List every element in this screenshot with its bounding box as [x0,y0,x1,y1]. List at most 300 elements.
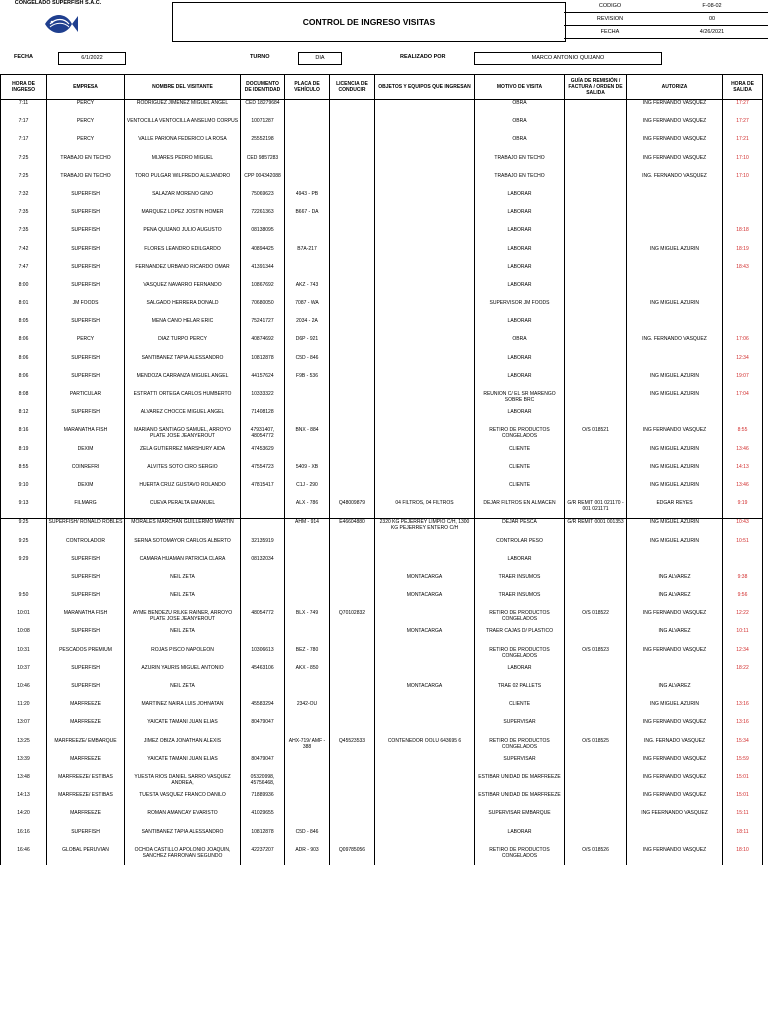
table-cell: 32135919 [241,538,285,556]
table-cell: ING MIGUEL AZURIN [627,446,723,464]
table-cell [285,538,330,556]
table-cell: SUPERFISH [47,829,125,847]
table-cell: DEXIM [47,482,125,500]
table-cell [627,355,723,373]
table-cell [375,701,475,719]
table-row [1,829,763,847]
table-cell: RETIRO DE PRODUCTOS CONGELADOS [475,738,565,756]
table-cell [375,647,475,665]
table-header-row [1,75,763,100]
table-cell: 11:20 [1,701,47,719]
table-cell: 13:07 [1,719,47,737]
table-cell: ING MIGUEL AZURIN [627,538,723,556]
table-cell: Q45523533 [330,738,375,756]
table-cell: EDGAR REYES [627,500,723,519]
table-cell: 17:10 [723,173,763,191]
table-row [1,173,763,191]
table-cell: 45463106 [241,665,285,683]
table-cell: 2034 - 2A [285,318,330,336]
table-cell: MENDOZA CARRANZA MIGUEL ANGEL [125,373,241,391]
column-header: HORA DE SALIDA [723,75,763,100]
table-cell: 72261363 [241,209,285,227]
table-cell [723,209,763,227]
table-cell: 9:13 [1,500,47,519]
table-cell: ING. FERNANDO VASQUEZ [627,336,723,354]
table-cell: SERNA SOTOMAYOR CARLOS ALBERTO [125,538,241,556]
realizado-label: REALIZADO POR [400,54,446,60]
turno-value: DIA [298,52,342,65]
table-cell: CONTROLADOR [47,538,125,556]
table-cell: MARANATHA FISH [47,610,125,628]
table-cell [375,665,475,683]
table-cell: ZELA GUTIERREZ MARSHURY AIDA [125,446,241,464]
info-row [0,52,768,66]
table-cell: MARFREEZE [47,701,125,719]
table-cell: REUNION C/ EL SR MARENGO SOBRE BRC [475,391,565,409]
table-cell: MONTACARGA [375,683,475,701]
table-cell [330,464,375,482]
table-cell: MENA CANO HELAR ERIC [125,318,241,336]
table-cell [375,719,475,737]
table-cell: PERCY [47,118,125,136]
table-cell [565,628,627,646]
table-cell [627,665,723,683]
table-cell: RETIRO DE PRODUCTOS CONGELADOS [475,847,565,865]
table-cell [330,756,375,774]
table-cell: 16:46 [1,847,47,865]
fecha-value: 6/1/2022 [58,52,126,65]
table-cell [565,556,627,574]
table-cell [627,829,723,847]
table-cell: 80479047 [241,719,285,737]
table-cell: 8:01 [1,300,47,318]
table-row [1,136,763,154]
table-row [1,628,763,646]
table-cell [285,574,330,592]
table-row [1,665,763,683]
table-cell: 10:37 [1,665,47,683]
table-cell: 8:06 [1,373,47,391]
table-cell [330,227,375,245]
table-cell: 12:34 [723,647,763,665]
table-cell: O/S 018526 [565,847,627,865]
table-cell [330,282,375,300]
table-cell: 9:10 [1,482,47,500]
column-header: OBJETOS Y EQUIPOS QUE INGRESAN [375,75,475,100]
table-cell: PESCADOS PREMIUM [47,647,125,665]
table-cell: PERCY [47,100,125,119]
table-cell [375,264,475,282]
table-cell: ING MIGUEL AZURIN [627,482,723,500]
table-cell: OBRA [475,118,565,136]
table-cell: 5409 - XB [285,464,330,482]
table-row [1,427,763,445]
table-cell: 8:00 [1,282,47,300]
table-row [1,318,763,336]
table-cell: OBRA [475,100,565,119]
table-row [1,227,763,245]
table-cell [565,701,627,719]
table-cell: TRABAJO EN TECHO [47,173,125,191]
table-row [1,446,763,464]
table-cell: 8:08 [1,391,47,409]
table-cell: 10812878 [241,829,285,847]
table-cell: 10:01 [1,610,47,628]
table-cell: LABORAR [475,409,565,427]
table-cell: BEZ - 780 [285,647,330,665]
table-cell [627,409,723,427]
table-cell [285,592,330,610]
table-cell: 40874692 [241,336,285,354]
table-cell: 18:18 [723,227,763,245]
table-cell: 8:06 [1,336,47,354]
document-title: CONTROL DE INGRESO VISITAS [302,17,436,27]
table-cell [241,683,285,701]
table-cell: O/S 018523 [565,647,627,665]
table-cell: TRAE 02 PALLETS [475,683,565,701]
table-cell: MONTACARGA [375,628,475,646]
table-cell: ING MIGUEL AZURIN [627,701,723,719]
table-cell: 15:34 [723,738,763,756]
table-cell: OBRA [475,336,565,354]
table-cell [241,592,285,610]
table-cell [330,446,375,464]
table-cell: CLIENTE [475,464,565,482]
table-cell: 14:20 [1,810,47,828]
table-cell: HUERTA CRUZ GUSTAVO ROLANDO [125,482,241,500]
table-cell: GLOBAL PERUVIAN [47,847,125,865]
table-cell: 7:25 [1,155,47,173]
company-name: CONGELADO SUPERFISH S.A.C. [14,0,102,6]
table-cell: 47453629 [241,446,285,464]
table-cell: ROMAN AMANCAY EVARISTO [125,810,241,828]
table-cell [330,355,375,373]
table-cell: ING ALVAREZ [627,683,723,701]
table-cell: ESTRATTI ORTEGA CARLOS HUMBERTO [125,391,241,409]
table-cell: 10306613 [241,647,285,665]
table-cell: 14:13 [723,464,763,482]
table-cell [330,173,375,191]
table-cell [627,191,723,209]
table-cell: SANTIBAÑEZ TAPIA ALESSANDRO [125,355,241,373]
realizado-value: MARCO ANTONIO QUIJANO [474,52,662,65]
table-cell [285,409,330,427]
table-cell: SUPERFISH [47,246,125,264]
table-cell: VALLE PARIONA FEDERICO LA ROSA [125,136,241,154]
table-cell [285,792,330,810]
table-cell: CLIENTE [475,446,565,464]
table-cell: ALVAREZ CHOCCE MIGUEL ANGEL [125,409,241,427]
column-header: PLACA DE VEHÍCULO [285,75,330,100]
table-cell: 7:17 [1,118,47,136]
table-cell: Q70102832 [330,610,375,628]
table-cell: C5D - 846 [285,829,330,847]
table-cell: 4943 - PB [285,191,330,209]
table-cell: 17:21 [723,136,763,154]
table-cell: 18:43 [723,264,763,282]
table-cell [375,118,475,136]
table-cell: LABORAR [475,191,565,209]
table-cell [375,355,475,373]
table-cell [330,246,375,264]
table-cell: 9:29 [1,556,47,574]
table-cell [565,810,627,828]
table-cell: 9:25 [1,538,47,556]
table-cell: AHX-719/ AMF - 388 [285,738,330,756]
table-cell: G/R REMIT 0001 001353 [565,519,627,538]
table-cell: O/S 018525 [565,738,627,756]
table-cell: ING FERNANDO VASQUEZ [627,719,723,737]
table-cell: PEÑA QUIJANO JULIO AUGUSTO [125,227,241,245]
table-cell: ING FERNANDO VASQUEZ [627,756,723,774]
table-cell: SUPERFISH [47,556,125,574]
table-cell [565,209,627,227]
table-cell [330,538,375,556]
table-cell [565,155,627,173]
table-cell: LABORAR [475,209,565,227]
table-cell [565,774,627,792]
table-cell: MARFREEZE/ EMBARQUE [47,738,125,756]
table-cell: 7:35 [1,227,47,245]
table-cell: LABORAR [475,282,565,300]
table-cell: CED 9857283 [241,155,285,173]
table-cell: 10071287 [241,118,285,136]
table-cell: CONTENEDOR OOLU 643695 6 [375,738,475,756]
table-cell: MIJARES PEDRO MIGUEL [125,155,241,173]
table-row [1,391,763,409]
document-header [0,0,768,42]
table-cell: AKZ - 743 [285,282,330,300]
table-cell: LABORAR [475,355,565,373]
table-cell: PARTICULAR [47,391,125,409]
table-cell [330,792,375,810]
table-row [1,264,763,282]
table-cell: 41029655 [241,810,285,828]
table-row [1,701,763,719]
table-cell: BNX - 884 [285,427,330,445]
table-row [1,683,763,701]
document-meta [564,0,768,39]
table-cell: ALX - 786 [285,500,330,519]
table-cell [375,336,475,354]
table-row [1,191,763,209]
table-cell: DEJAR PESCA [475,519,565,538]
table-cell [375,792,475,810]
table-cell: 8:55 [1,464,47,482]
table-cell: 2320 KG PEJERREY LIMPIO C/H, 1300 KG PEJERREY ENTERO C/H [375,519,475,538]
table-cell: JIMEZ OBIZA JONATHAN ALEXIS [125,738,241,756]
table-cell: 8:19 [1,446,47,464]
table-cell: 70680050 [241,300,285,318]
table-cell: E46604880 [330,519,375,538]
table-cell: 10:31 [1,647,47,665]
table-cell: 13:16 [723,701,763,719]
table-cell: 71889936 [241,792,285,810]
table-cell: 13:25 [1,738,47,756]
table-cell [330,628,375,646]
table-cell: SUPERFISH [47,282,125,300]
table-cell: 41391344 [241,264,285,282]
table-cell: TRABAJO EN TECHO [475,155,565,173]
table-cell: 18:22 [723,665,763,683]
table-cell [565,282,627,300]
table-cell [565,191,627,209]
table-cell: YAICATE TAMANI JUAN ELIAS [125,756,241,774]
table-cell: 13:46 [723,482,763,500]
table-cell [330,191,375,209]
table-cell: ING ALVAREZ [627,592,723,610]
table-cell: RETIRO DE PRODUCTOS CONGELADOS [475,647,565,665]
table-cell [241,738,285,756]
table-cell: MARFREEZE [47,810,125,828]
table-cell: SUPERVISAR [475,719,565,737]
table-cell: ING FERNANDO VASQUEZ [627,155,723,173]
table-cell: AYME BENDEZU RILKE RAINER, ARROYO PLATE JOSE JEANYEROUT [125,610,241,628]
table-cell: 15:01 [723,774,763,792]
table-cell [375,246,475,264]
table-cell: SUPERFISH [47,592,125,610]
table-cell [330,701,375,719]
table-cell [375,482,475,500]
table-cell [375,427,475,445]
table-cell: ING FERNANDO VASQUEZ [627,647,723,665]
table-cell: SUPERFISH [47,373,125,391]
table-cell: 16:16 [1,829,47,847]
fish-logo-icon [42,8,78,40]
table-cell: ING MIGUEL AZURIN [627,246,723,264]
table-cell: VASQUEZ NAVARRO FERNANDO [125,282,241,300]
table-cell: 8:12 [1,409,47,427]
table-cell: 05320998, 45756468, [241,774,285,792]
table-cell: COINREFRI [47,464,125,482]
table-cell: 8:05 [1,318,47,336]
table-cell: SUPERFISH [47,628,125,646]
table-cell: 17:04 [723,391,763,409]
table-cell [241,500,285,519]
table-cell: MARQUEZ LOPEZ JOSTIN HOMER [125,209,241,227]
table-cell [375,282,475,300]
table-cell: 75241727 [241,318,285,336]
table-cell: ING MIGUEL AZURIN [627,300,723,318]
table-cell [723,556,763,574]
table-row [1,355,763,373]
table-cell [565,683,627,701]
table-cell: 42237207 [241,847,285,865]
table-cell: 18:19 [723,246,763,264]
table-cell: ING FERNANDO VASQUEZ [627,118,723,136]
table-cell: BLX - 749 [285,610,330,628]
table-cell: 45583294 [241,701,285,719]
table-cell [285,628,330,646]
table-cell: SUPERVISAR [475,756,565,774]
table-cell: SUPERFISH [47,227,125,245]
table-cell: FILMARG [47,500,125,519]
table-cell: 18:10 [723,847,763,865]
table-cell [330,409,375,427]
meta-label: FECHA [564,26,656,39]
table-cell [723,191,763,209]
table-cell [627,227,723,245]
column-header: GUÍA DE REMISIÓN / FACTURA / ORDEN DE SALIDA [565,75,627,100]
table-cell: MARFREEZE/ ESTIBAS [47,774,125,792]
table-cell: 7:35 [1,209,47,227]
table-cell: 13:16 [723,719,763,737]
table-cell: ALVITES SOTO CIRO SERGIO [125,464,241,482]
table-cell [565,136,627,154]
table-cell: ING FERNANDO VASQUEZ [627,847,723,865]
table-cell [565,336,627,354]
table-row [1,100,763,119]
table-cell: F9B - 536 [285,373,330,391]
table-row [1,719,763,737]
table-cell [285,118,330,136]
table-cell: 08138095 [241,227,285,245]
table-cell: 13:48 [1,774,47,792]
table-cell: 47931407, 48054772 [241,427,285,445]
table-cell: ING FERNANDO VASQUEZ [627,427,723,445]
table-cell [723,300,763,318]
table-cell [565,373,627,391]
table-cell [375,227,475,245]
table-cell: SUPERVISAR EMBARQUE [475,810,565,828]
table-cell: AZURIN YAURIS MIGUEL ANTONIO [125,665,241,683]
meta-value: F-08-02 [656,0,768,13]
table-cell: 8:55 [723,427,763,445]
table-cell: FLORES LEANDRO EDILGARDO [125,246,241,264]
table-cell: 19:07 [723,373,763,391]
table-cell [565,719,627,737]
column-header: DOCUMENTO DE IDENTIDAD [241,75,285,100]
table-cell: NEIL ZETA [125,683,241,701]
table-cell: LABORAR [475,556,565,574]
table-cell [330,427,375,445]
table-cell [330,391,375,409]
table-cell: 71408128 [241,409,285,427]
table-row [1,519,763,538]
table-cell: 12:22 [723,610,763,628]
table-cell [375,209,475,227]
table-cell: SALAZAR MORENO GINO [125,191,241,209]
turno-label: TURNO [250,54,270,60]
table-cell: AKX - 850 [285,665,330,683]
table-cell: 9:25 [1,519,47,538]
table-cell [565,246,627,264]
table-cell [565,756,627,774]
table-row [1,246,763,264]
meta-label: CODIGO [564,0,656,13]
table-cell: ING FERNANDO VASQUEZ [627,792,723,810]
table-cell: MARTINEZ NAIRA LUIS JOHNATAN [125,701,241,719]
table-cell [375,556,475,574]
column-header: AUTORIZA [627,75,723,100]
table-cell: VENTOCILLA VENTOCILLA ANSELMO CORPUS [125,118,241,136]
table-cell [330,482,375,500]
table-cell: ROJAS PISCO NAPOLEON [125,647,241,665]
table-row [1,592,763,610]
meta-label: REVISION [564,13,656,26]
table-cell [375,756,475,774]
table-cell [375,810,475,828]
table-row [1,538,763,556]
table-row [1,373,763,391]
table-row [1,282,763,300]
table-cell: SANTIBAÑEZ TAPIA ALESSANDRO [125,829,241,847]
table-cell: OCHOA CASTILLO APOLONIO JOAQUIN, SANCHEZ FARRONAN SEGUNDO [125,847,241,865]
table-cell: 2342-OU [285,701,330,719]
table-cell: ING FERNANDO VASQUEZ [627,610,723,628]
table-cell [565,792,627,810]
table-cell: LABORAR [475,829,565,847]
